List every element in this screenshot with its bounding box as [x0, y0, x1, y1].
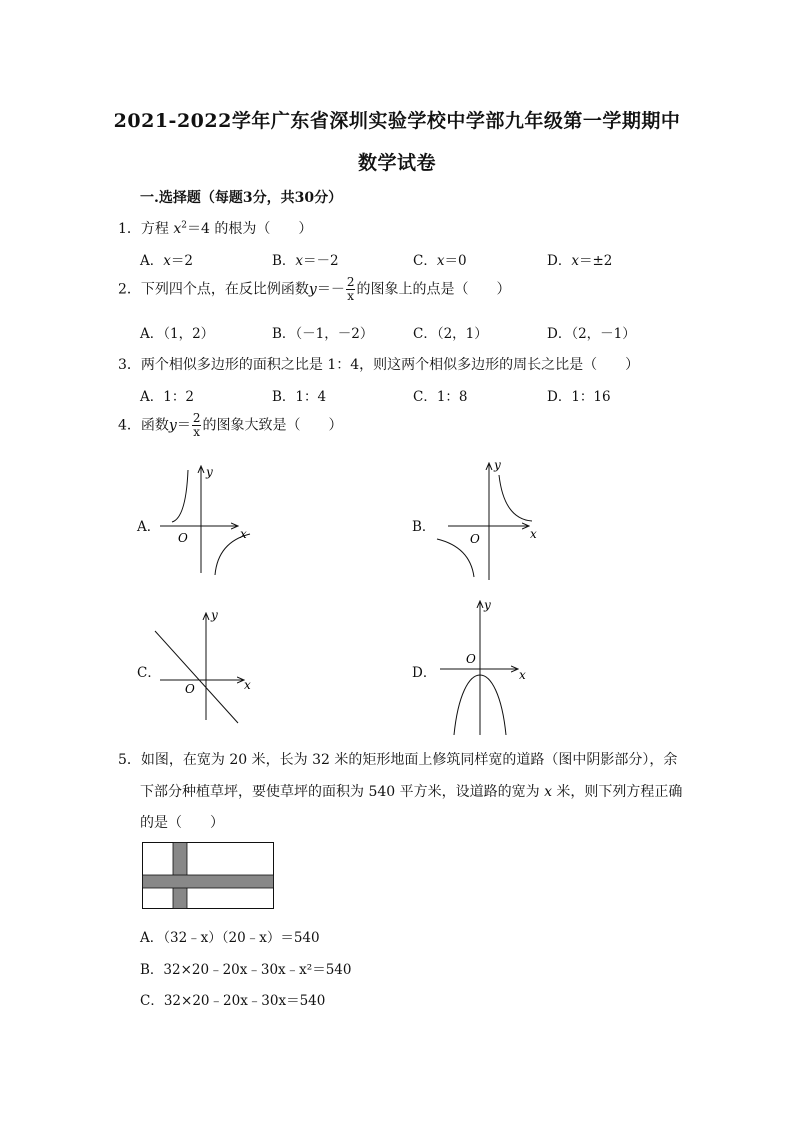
question-number: 4． [118, 417, 141, 434]
option-text: 1：2 [163, 389, 194, 405]
option-label: C． [140, 993, 164, 1009]
question-text: 函数 [140, 417, 169, 434]
y-axis-label: y [494, 458, 501, 472]
q4-graph-d[interactable] [432, 595, 547, 740]
q2-option-c[interactable] [413, 322, 488, 342]
question-number: 1． [118, 221, 141, 237]
question-text: 米，则下列方程正确 [551, 784, 683, 800]
question-2 [118, 276, 510, 303]
option-text: 32×20﹣20x﹣30x﹣x²＝540 [163, 962, 352, 978]
question-text: 两个相似多边形的面积之比是 1：4，则这两个相似多边形的周长之比是（ ） [140, 357, 640, 373]
q4-option-d-label[interactable]: D． [412, 665, 437, 681]
option-label: D． [547, 326, 572, 342]
q2-option-a[interactable] [140, 322, 214, 342]
q1-option-d[interactable] [547, 249, 612, 269]
question-3 [118, 354, 639, 374]
option-label: D． [547, 253, 572, 269]
variable: x [436, 253, 445, 269]
x-axis-label: x [530, 527, 537, 541]
option-label: B． [140, 962, 164, 978]
variable: x [571, 253, 579, 269]
option-label: D． [547, 389, 572, 405]
q4-graph-b[interactable] [432, 455, 547, 585]
page-subtitle: 数学试卷 [357, 152, 436, 174]
q2-option-d[interactable] [547, 322, 636, 342]
q3-option-c[interactable] [413, 385, 468, 405]
q2-option-b[interactable] [272, 322, 373, 342]
section-heading: 一.选择题（每题3分，共30分） [140, 190, 343, 206]
curve-branch-left [437, 539, 474, 577]
question-5-line-3: 的是（ ） [140, 815, 224, 831]
q1-option-c[interactable] [413, 249, 467, 269]
option-label: A． [140, 326, 164, 342]
q4-option-b-label[interactable]: B． [412, 519, 436, 535]
q5-road-diagram [142, 842, 275, 911]
equals-sign: ＝ [176, 417, 191, 434]
option-text: 32×20﹣20x﹣30x＝540 [163, 993, 326, 1009]
q4-graph-c[interactable] [150, 605, 260, 730]
curve-branch-left [172, 470, 188, 522]
question-text: 下部分种植草坪，要使草坪的面积为 540 平方米，设道路的宽为 [140, 784, 545, 800]
variable: y [308, 281, 317, 298]
question-1 [118, 218, 312, 238]
x-axis-label: x [519, 668, 526, 682]
fraction-numerator: 2 [346, 275, 355, 289]
y-axis-label: y [206, 465, 213, 479]
option-text: ＝±2 [578, 253, 613, 269]
option-text: ＝0 [444, 253, 467, 269]
q1-option-a[interactable] [140, 249, 193, 269]
q3-option-d[interactable] [547, 385, 611, 405]
question-5 [118, 749, 677, 769]
q1-option-b[interactable] [272, 249, 339, 269]
option-label: A． [140, 389, 164, 405]
q4-option-c-label[interactable]: C． [137, 665, 161, 681]
question-text: 方程 [140, 221, 174, 237]
q4-option-a-label[interactable]: A． [137, 519, 161, 535]
option-text: （1，2） [163, 326, 215, 342]
q5-option-a[interactable] [140, 926, 320, 946]
question-number: 3． [118, 357, 141, 373]
origin-label: O [466, 652, 476, 666]
y-axis-label: y [484, 598, 491, 612]
option-label: C． [413, 389, 437, 405]
question-text: 如图，在宽为 20 米，长为 32 米的矩形地面上修筑同样宽的道路（图中阴影部分），余 [140, 752, 678, 768]
variable: x [163, 253, 171, 269]
origin-label: O [178, 531, 188, 545]
x-axis-label: x [244, 678, 251, 692]
option-label: A． [140, 930, 164, 946]
question-4 [118, 412, 342, 439]
fraction [346, 276, 356, 303]
question-5-line-2 [140, 781, 682, 801]
fraction-numerator: 2 [192, 411, 201, 425]
option-text: （32﹣x）（20﹣x）＝540 [163, 930, 320, 946]
option-text: ＝2 [170, 253, 193, 269]
origin-label: O [185, 682, 195, 696]
q3-option-b[interactable] [272, 385, 326, 405]
q5-option-b[interactable] [140, 958, 351, 978]
option-text: （2，－1） [571, 326, 636, 342]
horizontal-road [143, 875, 274, 888]
question-text: 的图象大致是（ ） [202, 417, 343, 434]
q5-option-c[interactable] [140, 989, 325, 1009]
option-text: 1：16 [571, 389, 611, 405]
option-label: B． [272, 253, 296, 269]
option-label: A． [140, 253, 164, 269]
variable: x [173, 221, 182, 237]
option-text: ＝－2 [303, 253, 339, 269]
fraction-denominator: x [347, 289, 355, 303]
x-axis-label: x [240, 527, 247, 541]
option-label: C． [413, 326, 437, 342]
origin-label: O [470, 532, 480, 546]
option-text: （－1，－2） [295, 326, 374, 342]
fraction [192, 412, 202, 439]
question-text: 的图象上的点是（ ） [356, 281, 511, 298]
straight-line [155, 631, 238, 723]
variable: x [544, 784, 552, 800]
q4-graph-a[interactable] [150, 460, 260, 580]
equals-sign: ＝－ [316, 281, 345, 298]
variable: x [295, 253, 304, 269]
option-label: B． [272, 326, 296, 342]
question-text: 下列四个点，在反比例函数 [140, 281, 309, 298]
curve-branch-right [499, 475, 532, 521]
y-axis-label: y [211, 608, 218, 622]
variable: y [168, 417, 177, 434]
question-number: 5． [118, 752, 141, 768]
q3-option-a[interactable] [140, 385, 194, 405]
question-text: ＝4 的根为（ ） [187, 221, 313, 237]
option-label: B． [272, 389, 296, 405]
fraction-denominator: x [193, 425, 201, 439]
option-text: 1：4 [295, 389, 327, 405]
option-label: C． [413, 253, 437, 269]
question-number: 2． [118, 281, 141, 298]
option-text: 1：8 [436, 389, 468, 405]
page-title: 2021-2022学年广东省深圳实验学校中学部九年级第一学期期中 [113, 110, 681, 132]
option-text: （2，1） [436, 326, 488, 342]
exponent: 2 [181, 220, 188, 231]
